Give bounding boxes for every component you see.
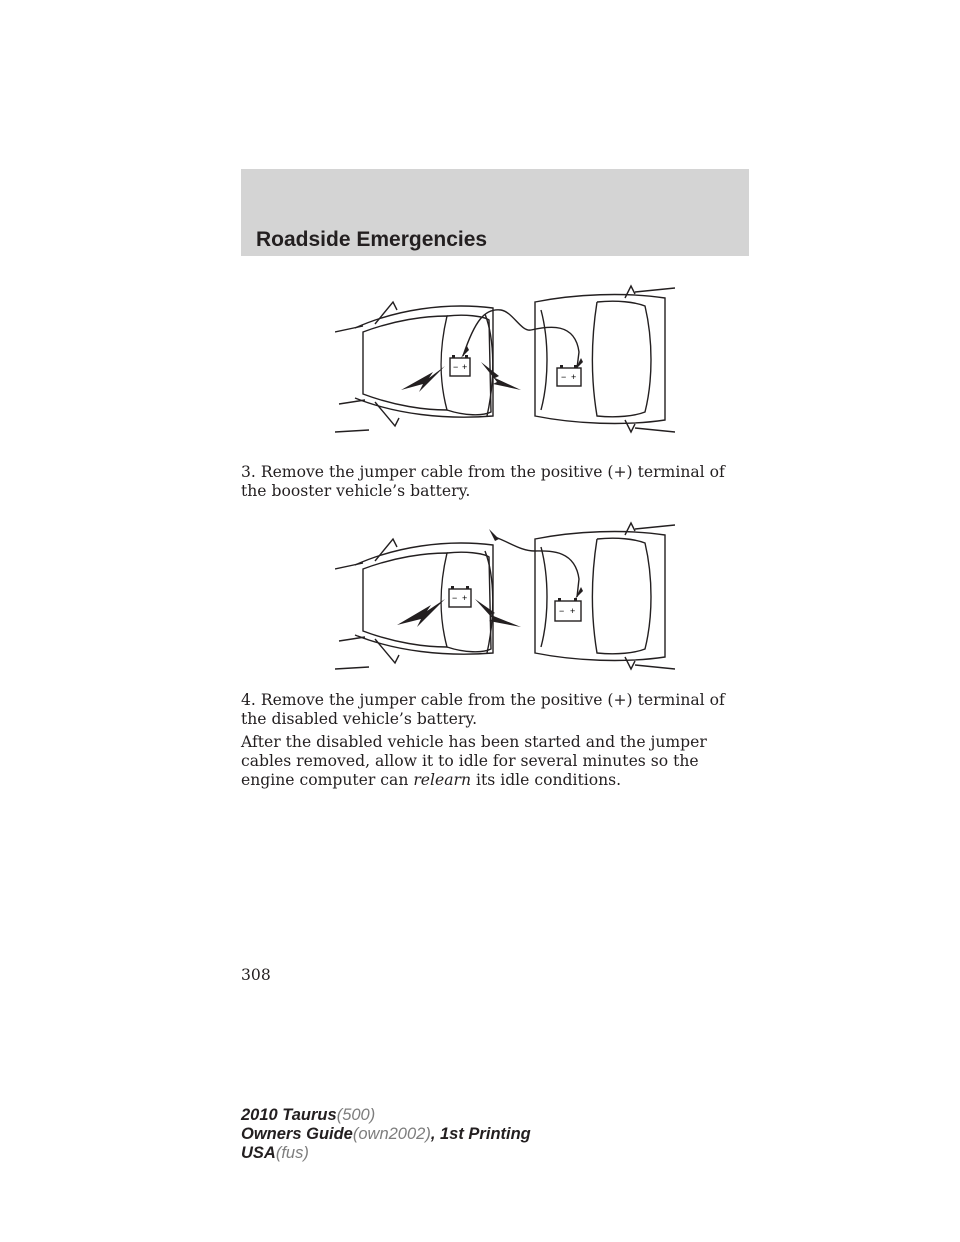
footer-guide-code: (own2002) <box>352 1125 431 1143</box>
booster-vehicle-body <box>535 532 665 661</box>
cable-clamp <box>575 587 583 599</box>
svg-text:−: − <box>559 606 565 616</box>
loose-cable-clamp <box>489 529 499 541</box>
svg-text:+: + <box>571 372 577 382</box>
motion-arrow-icon <box>397 599 445 627</box>
section-header-band <box>241 169 749 256</box>
svg-text:−: − <box>452 593 458 603</box>
footer-region-code: (fus) <box>275 1144 309 1162</box>
jump-start-diagram-connected <box>335 280 675 440</box>
footer-model-code: (500) <box>336 1106 376 1124</box>
after-start-note <box>241 733 753 790</box>
section-title: Roadside Emergencies <box>256 228 488 251</box>
svg-text:+: + <box>462 593 468 603</box>
page-number: 308 <box>241 966 271 984</box>
footer-region: USA <box>241 1144 276 1162</box>
svg-text:+: + <box>570 606 576 616</box>
booster-vehicle-body <box>535 295 665 424</box>
relearn-emphasis: relearn <box>413 771 472 789</box>
booster-vehicle-battery <box>555 598 581 621</box>
disabled-vehicle-battery <box>449 586 471 607</box>
svg-text:+: + <box>462 362 468 372</box>
after-note-text-end: its idle conditions. <box>471 771 622 789</box>
footer-printing: , 1st Printing <box>430 1125 531 1143</box>
jump-start-diagram-disconnected <box>335 517 675 677</box>
svg-text:−: − <box>561 372 567 382</box>
jumper-cable <box>463 310 579 368</box>
after-note-text: After the disabled vehicle has been started and the jumper cables removed, allow it to idle for several minutes so the engine computer can <box>241 733 707 789</box>
booster-vehicle-battery <box>557 365 581 386</box>
step-3-text: 3. Remove the jumper cable from the positive (+) terminal of the booster vehicle’s battery. <box>241 463 725 500</box>
motion-arrow-icon <box>481 362 521 390</box>
disabled-vehicle-battery <box>450 355 470 376</box>
step-4-text: 4. Remove the jumper cable from the positive (+) terminal of the disabled vehicle’s battery. <box>241 691 725 728</box>
motion-arrow-icon <box>475 599 521 627</box>
print-footer <box>241 1106 531 1163</box>
motion-arrow-icon <box>401 366 445 392</box>
footer-guide: Owners Guide <box>241 1125 353 1143</box>
jumper-cable <box>495 537 579 597</box>
footer-model: 2010 Taurus <box>241 1106 337 1124</box>
svg-text:−: − <box>453 362 459 372</box>
